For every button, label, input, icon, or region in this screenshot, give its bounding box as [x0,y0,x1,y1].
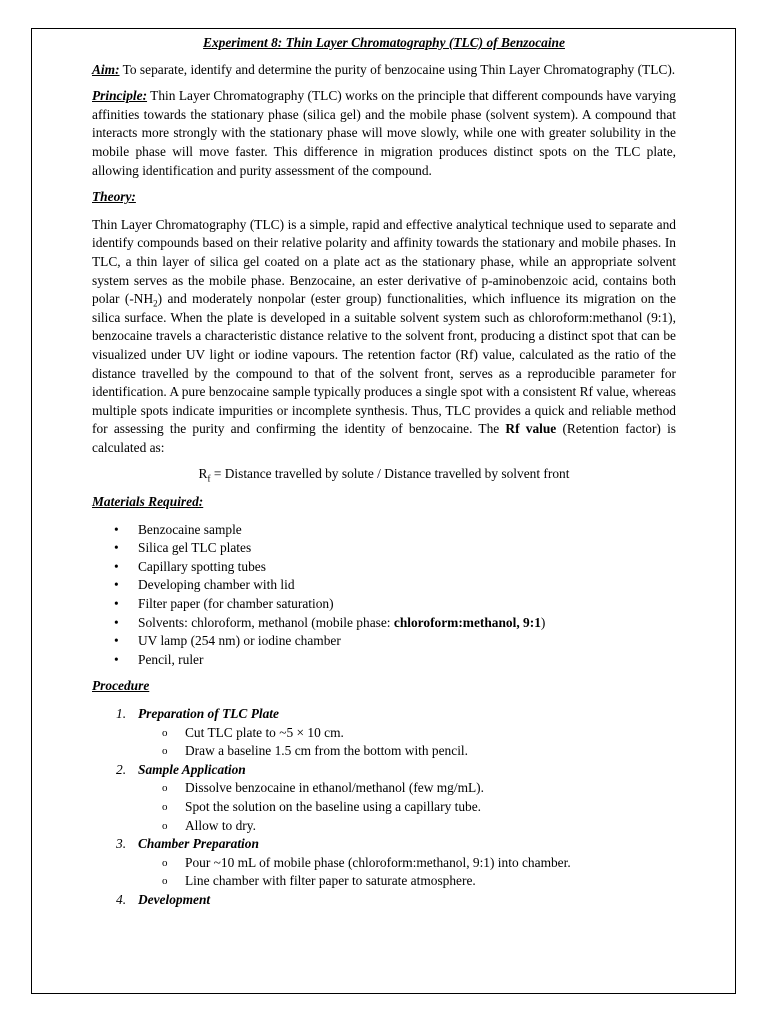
mobile-phase-bold: chloroform:methanol, 9:1 [393,614,541,630]
step-number: 3. [116,836,127,852]
bullet-icon: • [114,651,119,667]
procedure-step [92,891,676,910]
circle-bullet-icon: o [162,800,168,813]
material-text: Solvents: chloroform, methanol (mobile phase: [138,614,394,630]
sub-step-text: Line chamber with filter paper to saturate atmosphere. [185,873,476,889]
list-item [92,632,676,651]
step-title [92,761,676,780]
sub-step-text: Pour ~10 mL of mobile phase (chloroform:methanol, 9:1) into chamber. [185,854,571,870]
theory-text-1: Thin Layer Chromatography (TLC) is a simple, rapid and effective analytical technique used to separate and identify compounds based on their relative polarity and affinity towards the stationary and mobile phases. In TLC, a thin layer of silica gel coated on a plate act as the stationary phase, while an appropriate solvent system serves as the mobile phase. Benzocaine, an ester derivative of p-aminobenzoic acid, contains both polar (-NH [92,216,676,307]
principle-paragraph [92,87,676,180]
list-item [92,576,676,595]
sub-step [92,742,676,761]
material-text: Silica gel TLC plates [138,540,252,556]
list-item [92,651,676,670]
procedure-step [92,835,676,891]
rf-formula [92,465,676,484]
sub-step [92,724,676,743]
materials-list [92,521,676,670]
aim-label: Aim: [92,61,120,77]
procedure-step [92,705,676,761]
step-title-text: Development [138,891,211,907]
formula-subscript: f [207,474,211,485]
sub-step [92,779,676,798]
sub-step [92,817,676,836]
bullet-icon: • [114,614,119,630]
circle-bullet-icon: o [162,782,168,795]
step-title [92,705,676,724]
material-text: UV lamp (254 nm) or iodine chamber [138,633,341,649]
step-number: 2. [116,761,127,777]
bullet-icon: • [114,521,119,537]
circle-bullet-icon: o [162,726,168,739]
material-text: Developing chamber with lid [138,577,295,593]
procedure-heading: Procedure [92,678,150,694]
material-text: Capillary spotting tubes [138,558,266,574]
sub-step [92,872,676,891]
step-title-text: Sample Application [138,761,246,777]
sub-step-text: Cut TLC plate to ~5 × 10 cm. [185,724,344,740]
theory-text-3: (Retention factor) is calculated as: [92,421,677,455]
theory-paragraph [92,216,676,458]
material-text: Filter paper (for chamber saturation) [138,596,334,612]
bullet-icon: • [114,540,119,556]
circle-bullet-icon: o [162,875,168,888]
procedure-steps [92,705,676,910]
aim-paragraph [92,61,676,80]
list-item [92,614,676,633]
sub-step-text: Draw a baseline 1.5 cm from the bottom with pencil. [185,743,468,759]
step-title [92,835,676,854]
material-text-end: ) [540,614,546,630]
formula-text: = Distance travelled by solute / Distance travelled by solvent front [210,466,570,482]
document-body [92,34,676,910]
step-title-text: Chamber Preparation [138,836,259,852]
formula-r: R [198,466,208,482]
theory-heading: Theory: [92,189,136,205]
sub-step-text: Spot the solution on the baseline using a capillary tube. [185,798,482,814]
step-number: 1. [116,706,127,721]
material-text: Pencil, ruler [138,651,204,667]
principle-label: Principle: [92,88,148,104]
list-item [92,521,676,540]
sub-step [92,854,676,873]
bullet-icon: • [114,633,119,649]
theory-bold-term: Rf value [505,421,557,437]
list-item [92,595,676,614]
materials-heading: Materials Required: [92,494,204,510]
circle-bullet-icon: o [162,856,168,869]
principle-text: Thin Layer Chromatography (TLC) works on the principle that different compounds have varying affinities towards the stationary phase (silica gel) and the mobile phase (solvent system). A compound that interacts more strongly with the stationary phase will move slowly, while one with greater solubility in the mobile phase will move faster. This difference in migration produces distinct spots on the TLC plate, allowing identification and purity assessment of the compound. [92,88,676,178]
bullet-icon: • [114,577,119,593]
list-item [92,558,676,577]
procedure-step [92,761,676,835]
step-title-text: Preparation of TLC Plate [138,706,279,721]
document-title: Experiment 8: Thin Layer Chromatography (TLC) of Benzocaine [203,35,565,50]
sub-step-text: Dissolve benzocaine in ethanol/methanol (few mg/mL). [185,780,484,796]
aim-text: To separate, identify and determine the purity of benzocaine using Thin Layer Chromatography (TLC). [119,61,676,77]
circle-bullet-icon: o [162,745,168,758]
sub-step-text: Allow to dry. [185,817,256,833]
theory-subscript: 2 [153,298,158,309]
bullet-icon: • [114,558,119,574]
circle-bullet-icon: o [162,819,168,832]
theory-text-2: ) and moderately nonpolar (ester group) functionalities, which influence its migration on the silica surface. When the plate is developed in a suitable solvent system such as chloroform:methanol (9:1), benzocaine travels a characteristic distance relative to the solvent front, producing a distinct spot that can be visualized under UV light or iodine vapours. The retention factor (Rf) value, calculated as the ratio of the distance travelled by the compound to that of the solvent front, serves as a reproducible parameter for identification. A pure benzocaine sample typically produces a single spot with a consistent Rf value, whereas multiple spots indicate impurities or incomplete synthesis. Thus, TLC provides a quick and reliable method for assessing the purity and confirming the identity of benzocaine. The [92,291,676,437]
material-text: Benzocaine sample [138,521,242,537]
step-number: 4. [116,891,127,907]
sub-step [92,798,676,817]
bullet-icon: • [114,596,119,612]
list-item [92,539,676,558]
step-title [92,891,676,910]
